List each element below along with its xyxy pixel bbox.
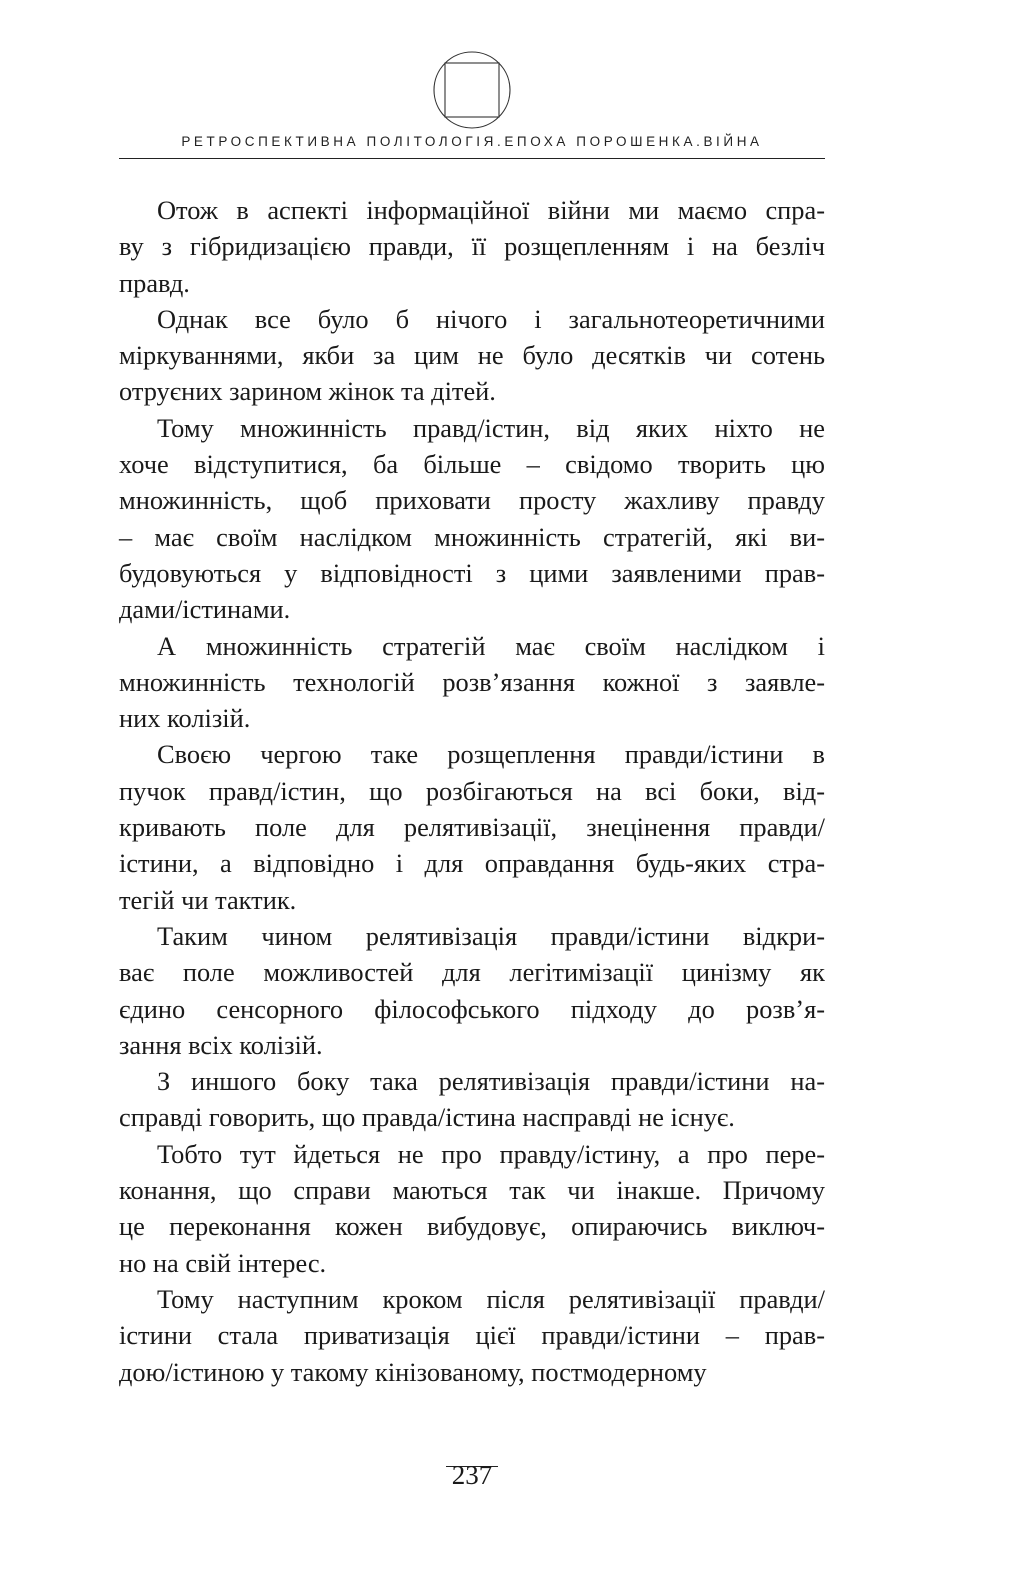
- paragraph: [119, 1136, 825, 1281]
- text-line: хоче відступитися, ба більше – свідомо творить цю: [119, 449, 825, 480]
- text-line: істини стала приватизація цієї правди/істини – прав-: [119, 1320, 825, 1351]
- body-text: [119, 192, 825, 1390]
- text-line: істини, а відповідно і для оправдання будь-яких стра-: [119, 848, 825, 879]
- text-line: множинність, щоб приховати просту жахливу правду: [119, 485, 825, 516]
- text-line: Тому наступним кроком після релятивізації правди/: [157, 1283, 825, 1314]
- text-line: множинність технологій розв’язання кожної з заявле-: [119, 666, 825, 697]
- header-rule: [119, 158, 825, 159]
- text-line: Отож в аспекті інформаційної війни ми маємо спра-: [157, 195, 825, 225]
- paragraph: [119, 192, 825, 301]
- text-line: зання всіх колізій.: [119, 1029, 323, 1060]
- circle-square-emblem-icon: [432, 50, 512, 130]
- paragraph: [119, 918, 825, 1063]
- text-line: ву з гібридизацією правди, її розщепленням і на безліч: [119, 231, 825, 262]
- paragraph: [119, 1281, 825, 1390]
- text-line: міркуваннями, якби за цим не було десятків чи сотень: [119, 340, 825, 371]
- text-line: – має своїм наслідком множинність стратегій, які ви-: [119, 521, 825, 552]
- text-line: Тобто тут йдеться не про правду/істину, а про пере-: [157, 1138, 825, 1169]
- text-line: правд.: [119, 267, 190, 298]
- text-line: Своєю чергою таке розщеплення правди/істини в: [157, 739, 825, 770]
- running-head: РЕТРОСПЕКТИВНА ПОЛІТОЛОГІЯ.ЕПОХА ПОРОШЕНКА.ВІЙНА: [181, 134, 763, 149]
- page-number: 237: [451, 1460, 493, 1490]
- text-line: єдино сенсорного філософського підходу до розв’я-: [119, 993, 825, 1024]
- text-line: тегій чи тактик.: [119, 884, 297, 915]
- text-line: но на свій інтерес.: [119, 1247, 327, 1278]
- paragraph: [119, 410, 825, 628]
- text-line: Таким чином релятивізація правди/істини відкри-: [157, 920, 825, 951]
- text-line: дами/істинами.: [119, 594, 291, 625]
- text-line: справді говорить, що правда/істина насправді не існує.: [119, 1102, 735, 1133]
- text-line: них колізій.: [119, 703, 251, 734]
- text-line: А множинність стратегій має своїм наслідком і: [157, 630, 825, 661]
- text-line: конання, що справи маються так чи інакше. Причому: [119, 1175, 825, 1206]
- text-line: ває поле можливостей для легітимізації цинізму як: [119, 957, 825, 988]
- text-line: пучок правд/істин, що розбігаються на всі боки, від-: [119, 775, 825, 806]
- paragraph: [119, 628, 825, 737]
- paragraph: [119, 1063, 825, 1136]
- paragraph: [119, 736, 825, 917]
- text-line: будовуються у відповідності з цими заявленими прав-: [119, 557, 825, 588]
- text-line: це переконання кожен вибудовує, опираючись виключ-: [119, 1211, 825, 1242]
- text-line: Тому множинність правд/істин, від яких ніхто не: [157, 412, 825, 443]
- paragraph: [119, 301, 825, 410]
- text-line: Однак все було б нічого і загальнотеоретичними: [157, 303, 825, 334]
- text-line: кривають поле для релятивізації, знецінення правди/: [119, 812, 825, 843]
- text-line: дою/істиною у такому кінізованому, постмодерному: [119, 1356, 707, 1387]
- text-line: отруєних зарином жінок та дітей.: [119, 376, 496, 407]
- text-line: З иншого боку така релятивізація правди/істини на-: [157, 1066, 825, 1097]
